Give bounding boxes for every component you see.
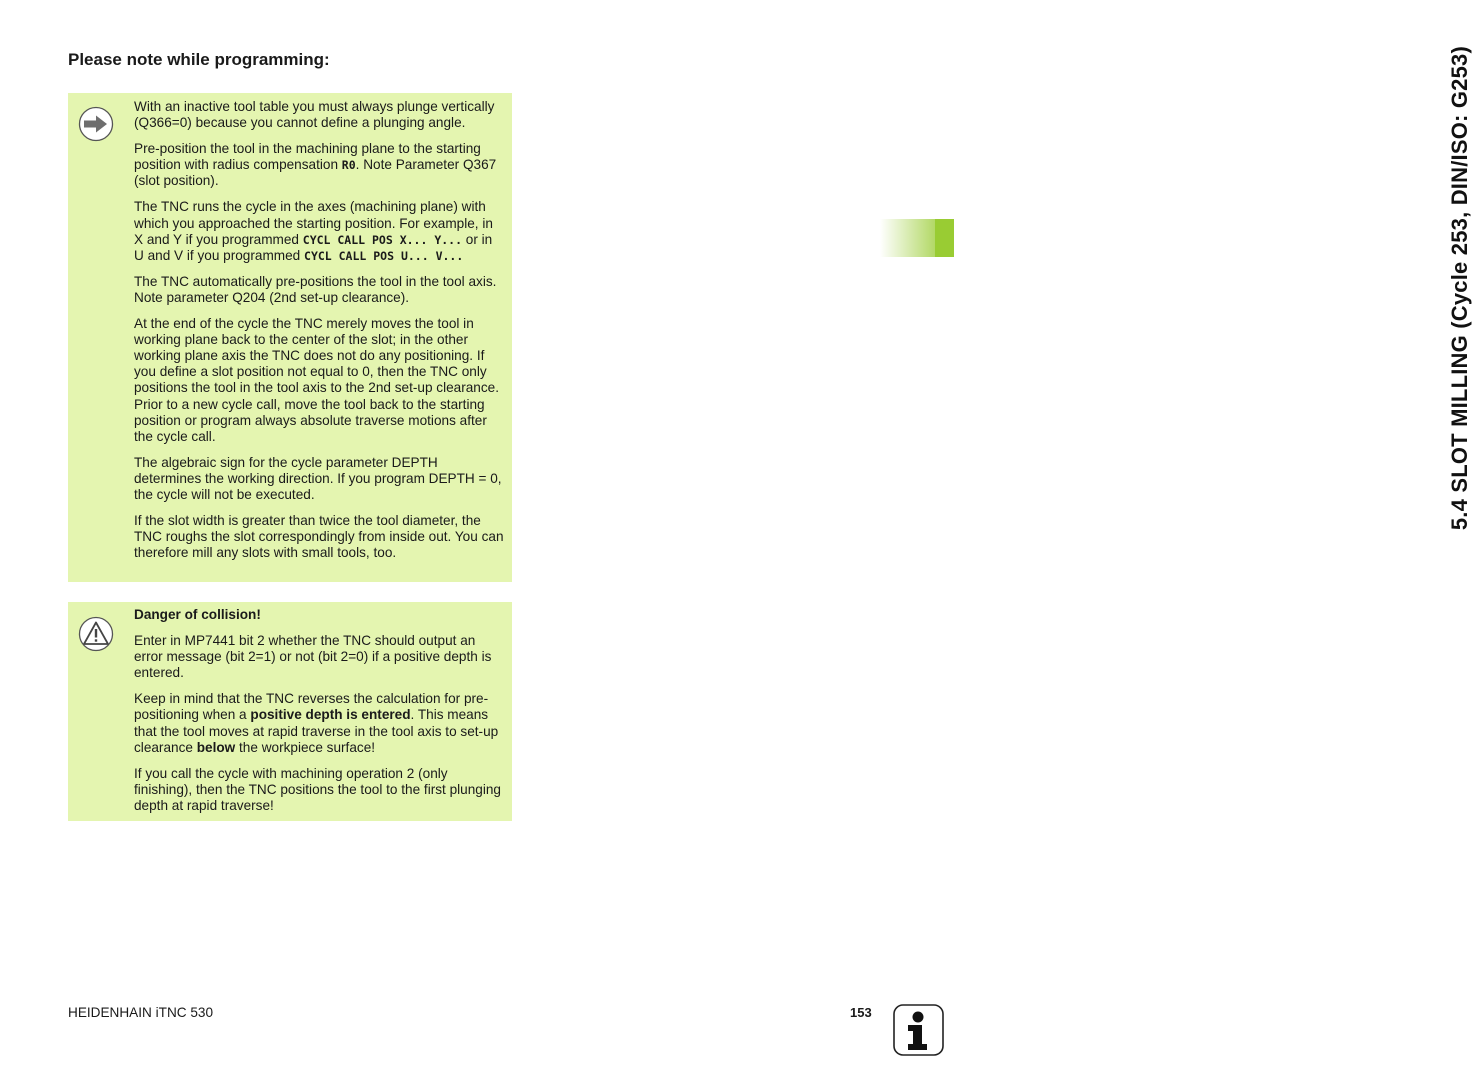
code-snippet: R0 (341, 158, 356, 173)
note-paragraph: With an inactive tool table you must always plunge vertically (Q366=0) because you cannot define a plunging angle. (134, 99, 495, 131)
programming-notes-box (68, 93, 512, 582)
side-section-title-text: 5.4 SLOT MILLING (Cycle 253, DIN/ISO: G253) (1447, 46, 1472, 531)
danger-paragraph: Keep in mind that the TNC reverses the calculation for pre-positioning when a positive depth is entered. This means that the tool moves at rapid traverse in the tool axis to set-up clearance below the workpiece surface! (134, 691, 499, 755)
info-icon (893, 1004, 944, 1056)
code-snippet: CYCL CALL POS X... Y... (302, 232, 463, 247)
section-heading: Please note while programming: (68, 50, 330, 69)
note-paragraph: The algebraic sign for the cycle parameter DEPTH determines the working direction. If you program DEPTH = 0, the cycle will not be executed. (134, 454, 502, 502)
programming-notes-text (134, 99, 504, 571)
footer-manual-name: HEIDENHAIN iTNC 530 (68, 1005, 214, 1020)
danger-paragraph: Enter in MP7441 bit 2 whether the TNC should output an error message (bit 2=1) or not (bit 2=0) if a positive depth is entered. (134, 633, 492, 681)
note-paragraph: The TNC automatically pre-positions the tool in the tool axis. Note parameter Q204 (2nd set-up clearance). (134, 273, 497, 305)
code-snippet: CYCL CALL POS U... V... (304, 248, 464, 263)
side-section-title (911, 46, 1471, 606)
page-number: 153 (850, 1005, 872, 1020)
note-paragraph: Pre-position the tool in the machining plane to the starting position with radius compensation R0. Note Parameter Q367 (slot position). (134, 141, 497, 189)
note-paragraph: The TNC runs the cycle in the axes (machining plane) with which you approached the starting position. For example, in X and Y if you programmed CYCL CALL POS X... Y... or in U and V if you programmed CYCL CALL POS U... V... (134, 199, 493, 263)
note-paragraph: At the end of the cycle the TNC merely moves the tool in working plane back to the center of the slot; in the other working plane axis the TNC does not do any positioning. If you define a slot position not equal to 0, then the TNC only positions the tool in the tool axis to the 2nd set-up clearance. Prior to a new cycle call, move the tool back to the starting position or program always absolute traverse motions after the cycle call. (134, 316, 499, 444)
warning-icon (78, 616, 114, 652)
note-paragraph: If the slot width is greater than twice the tool diameter, the TNC roughs the slot correspondingly from inside out. You can therefore mill any slots with small tools, too. (134, 513, 504, 561)
danger-box (68, 602, 512, 821)
danger-title: Danger of collision! (134, 607, 261, 622)
danger-text (134, 607, 504, 824)
danger-paragraph: If you call the cycle with machining operation 2 (only finishing), then the TNC positions the tool to the first plunging depth at rapid traverse! (134, 765, 501, 813)
arrow-right-icon (78, 106, 114, 142)
